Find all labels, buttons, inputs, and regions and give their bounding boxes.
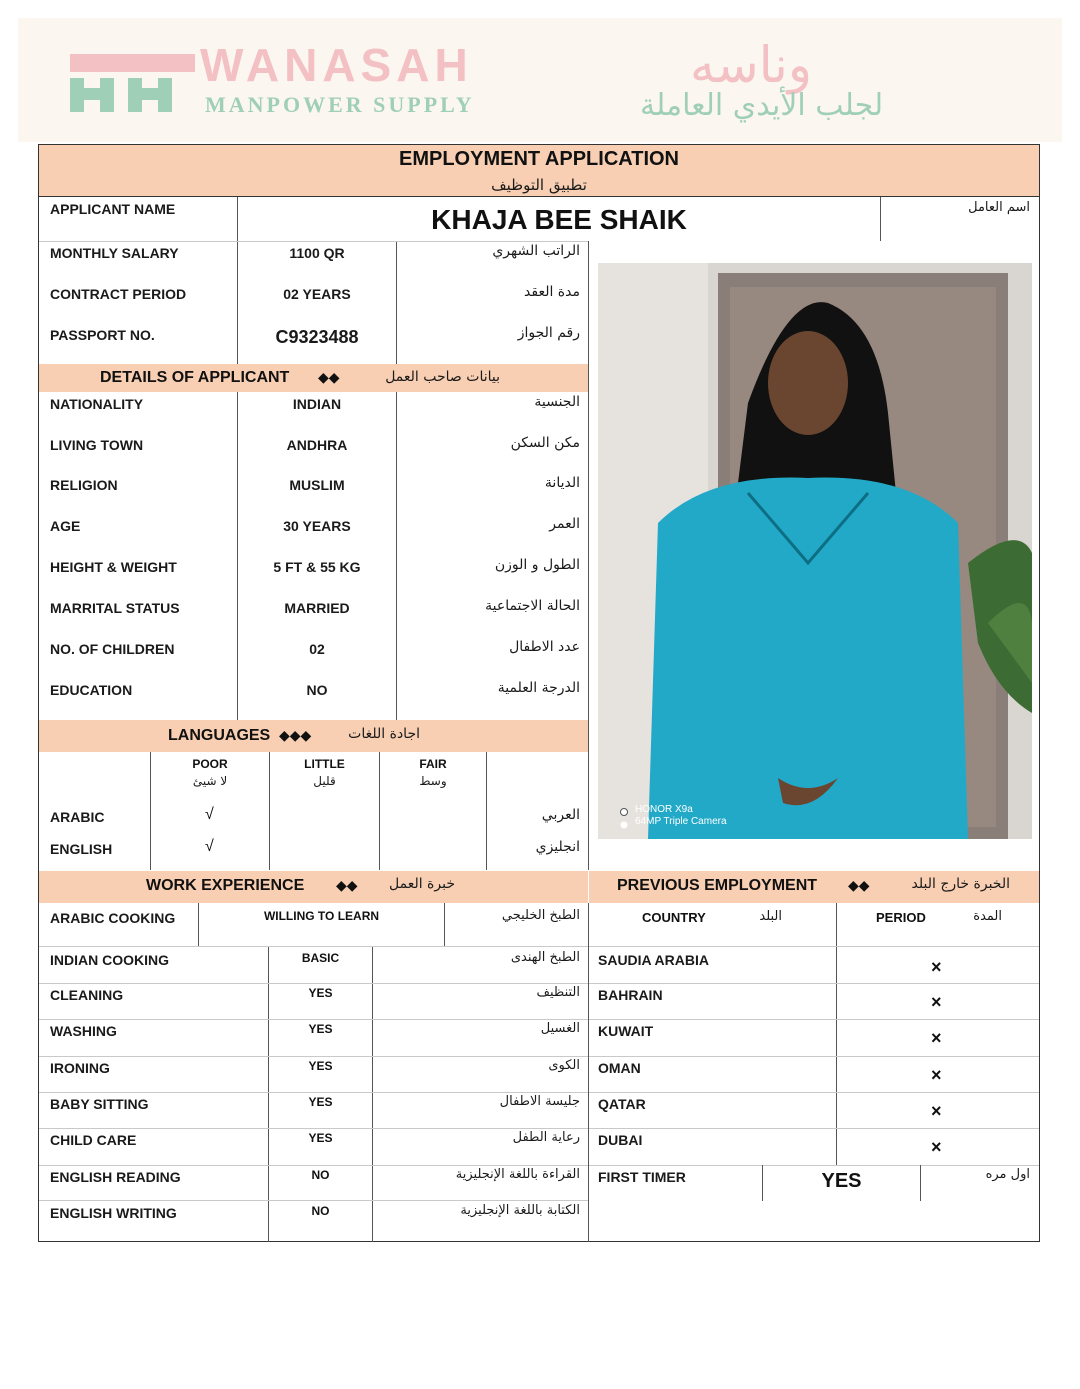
applicant-name-label-arabic: اسم العامل — [968, 200, 1030, 215]
age-label-arabic: العمر — [549, 516, 580, 532]
brand-subtitle-arabic: لجلب الأيدي العاملة — [640, 88, 884, 123]
language-arabic-label-arabic: العربي — [541, 807, 580, 823]
english-reading-label: ENGLISH READING — [50, 1169, 181, 1185]
education-value: NO — [306, 682, 328, 698]
child-care-label-arabic: رعاية الطفل — [512, 1130, 580, 1145]
work-section-title-arabic: خبرة العمل — [389, 876, 455, 892]
level-little: LITTLE — [304, 757, 345, 771]
ironing-label: IRONING — [50, 1060, 110, 1076]
monthly-salary-label: MONTHLY SALARY — [50, 245, 179, 261]
prev-country-kuwait: KUWAIT — [598, 1023, 654, 1039]
photo-watermark-camera: 64MP Triple Camera — [635, 816, 727, 827]
english-reading-label-arabic: القراءة باللغة الإنجليزية — [455, 1167, 580, 1182]
work-section-marks: ◆◆ — [336, 877, 358, 893]
ironing-value: YES — [308, 1059, 333, 1073]
children-label-arabic: عدد الاطفال — [509, 639, 580, 655]
level-fair-arabic: وسط — [419, 774, 447, 788]
height-weight-label-arabic: الطول و الوزن — [494, 557, 580, 573]
prev-period-saudia: × — [931, 957, 942, 977]
nationality-value: INDIAN — [292, 396, 342, 412]
passport-label: PASSPORT NO. — [50, 327, 155, 343]
applicant-name: KHAJA BEE SHAIK — [431, 204, 687, 235]
prev-period-qatar: × — [931, 1101, 942, 1121]
prev-country-saudia: SAUDIA ARABIA — [598, 952, 709, 968]
level-little-arabic: قليل — [313, 774, 336, 788]
living-town-label: LIVING TOWN — [50, 437, 144, 453]
arabic-cooking-label: ARABIC COOKING — [50, 910, 176, 926]
language-arabic-check: √ — [205, 806, 214, 823]
work-section-title: WORK EXPERIENCE — [146, 877, 305, 894]
contract-period-value: 02 YEARS — [283, 286, 351, 302]
details-section-title: DETAILS OF APPLICANT — [100, 369, 290, 386]
first-timer-value: YES — [821, 1170, 862, 1192]
brand-subtitle: MANPOWER SUPPLY — [205, 92, 475, 117]
level-fair: FAIR — [419, 757, 447, 771]
prev-country-qatar: QATAR — [598, 1096, 646, 1112]
first-timer-label-arabic: اول مره — [985, 1167, 1030, 1182]
languages-section-title: LANGUAGES — [168, 727, 271, 744]
applicant-name-label: APPLICANT NAME — [50, 201, 176, 217]
contract-period-label-arabic: مدة العقد — [524, 284, 580, 300]
language-arabic-label: ARABIC — [50, 809, 105, 825]
marital-status-label-arabic: الحالة الاجتماعية — [485, 598, 580, 614]
religion-label: RELIGION — [50, 477, 118, 493]
child-care-label: CHILD CARE — [50, 1132, 137, 1148]
english-writing-label: ENGLISH WRITING — [50, 1205, 177, 1221]
brand-name-arabic: وناسه — [690, 36, 812, 94]
contract-period-label: CONTRACT PERIOD — [50, 286, 187, 302]
level-poor-arabic: لا شيئ — [192, 774, 228, 788]
prev-period-bahrain: × — [931, 992, 942, 1012]
prev-country-bahrain: BAHRAIN — [598, 987, 663, 1003]
child-care-value: YES — [308, 1131, 333, 1145]
cleaning-label: CLEANING — [50, 987, 124, 1003]
details-section-title-arabic: بيانات صاحب العمل — [385, 369, 500, 385]
nationality-label: NATIONALITY — [50, 396, 144, 412]
arabic-cooking-value: WILLING TO LEARN — [263, 909, 380, 923]
form-title-arabic: تطبيق التوظيف — [491, 176, 587, 194]
prev-country-dubai: DUBAI — [598, 1132, 643, 1148]
monthly-salary-value: 1100 QR — [289, 245, 345, 261]
washing-label: WASHING — [50, 1023, 117, 1039]
english-reading-value: NO — [311, 1168, 330, 1182]
languages-section-title-arabic: اجادة اللغات — [348, 726, 420, 742]
passport-label-arabic: رقم الجواز — [517, 325, 580, 341]
religion-value: MUSLIM — [289, 477, 345, 493]
living-town-label-arabic: مكن السكن — [510, 435, 580, 451]
living-town-value: ANDHRA — [286, 437, 348, 453]
education-label: EDUCATION — [50, 682, 133, 698]
language-english-label: ENGLISH — [50, 841, 113, 857]
children-label: NO. OF CHILDREN — [50, 641, 175, 657]
country-header: COUNTRY — [642, 910, 706, 925]
education-label-arabic: الدرجة العلمية — [497, 680, 580, 696]
cleaning-value: YES — [308, 986, 333, 1000]
arabic-cooking-label-arabic: الطبخ الخليجي — [501, 908, 580, 923]
washing-value: YES — [308, 1022, 333, 1036]
passport-value: C9323488 — [275, 327, 359, 347]
washing-label-arabic: الغسيل — [540, 1021, 580, 1036]
country-header-arabic: البلد — [759, 909, 782, 924]
first-timer-label: FIRST TIMER — [598, 1169, 686, 1185]
photo-watermark-model: HONOR X9a — [635, 804, 693, 815]
brand-name: WANASAH — [200, 39, 473, 91]
marital-status-value: MARRIED — [284, 600, 350, 616]
details-section-marks: ◆◆ — [318, 369, 340, 385]
height-weight-value: 5 FT & 55 KG — [273, 559, 361, 575]
language-english-label-arabic: انجليزي — [535, 839, 580, 855]
children-value: 02 — [309, 641, 325, 657]
baby-sitting-label-arabic: جليسة الاطفال — [499, 1094, 580, 1109]
level-poor: POOR — [192, 757, 228, 771]
period-header: PERIOD — [876, 910, 926, 925]
religion-label-arabic: الديانة — [544, 475, 580, 491]
hh-monogram-icon — [70, 50, 195, 112]
indian-cooking-value: BASIC — [301, 951, 340, 965]
english-writing-value: NO — [311, 1204, 330, 1218]
prev-country-oman: OMAN — [598, 1060, 641, 1076]
form-title: EMPLOYMENT APPLICATION — [399, 148, 679, 170]
work-band — [39, 871, 588, 903]
english-writing-label-arabic: الكتابة باللغة الإنجليزية — [460, 1203, 580, 1218]
prev-period-dubai: × — [931, 1137, 942, 1157]
cleaning-label-arabic: التنظيف — [536, 985, 580, 1000]
nationality-label-arabic: الجنسية — [534, 394, 580, 410]
prev-section-marks: ◆◆ — [848, 877, 870, 893]
height-weight-label: HEIGHT & WEIGHT — [50, 559, 177, 575]
baby-sitting-value: YES — [308, 1095, 333, 1109]
prev-period-oman: × — [931, 1065, 942, 1085]
indian-cooking-label-arabic: الطبخ الهندى — [510, 950, 580, 965]
language-english-check: √ — [205, 838, 214, 855]
indian-cooking-label: INDIAN COOKING — [50, 952, 169, 968]
age-value: 30 YEARS — [283, 518, 351, 534]
prev-period-kuwait: × — [931, 1028, 942, 1048]
monthly-salary-label-arabic: الراتب الشهري — [492, 243, 580, 259]
prev-section-title-arabic: الخبرة خارج البلد — [911, 876, 1010, 892]
baby-sitting-label: BABY SITTING — [50, 1096, 149, 1112]
age-label: AGE — [50, 518, 81, 534]
applicant-photo — [598, 263, 1032, 839]
languages-section-marks: ◆◆◆ — [279, 727, 312, 743]
ironing-label-arabic: الكوى — [548, 1058, 580, 1073]
prev-section-title: PREVIOUS EMPLOYMENT — [617, 877, 818, 894]
period-header-arabic: المدة — [973, 909, 1002, 924]
marital-status-label: MARRITAL STATUS — [50, 600, 180, 616]
